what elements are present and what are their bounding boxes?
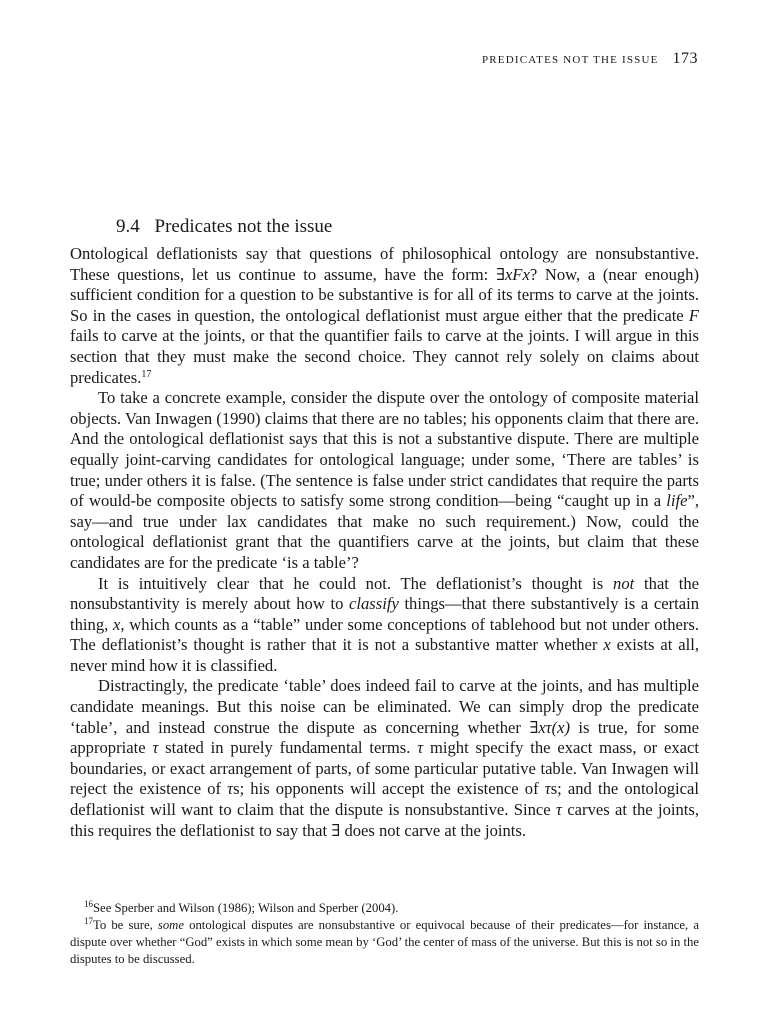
text-run: exists at all, never mind how it is classified. [70,635,700,675]
section-number: 9.4 [116,216,140,237]
emphasis: some [157,918,184,932]
page-number: 173 [672,50,698,67]
math-variable: τ [544,779,551,799]
text-run: is true, for some appropriate [70,717,699,758]
text-run: To be sure, [93,918,158,932]
running-head [482,50,698,68]
body-text [70,244,699,841]
math-variable: τ [556,800,562,820]
footnote-16 [70,900,699,917]
math-variable: τ [152,738,159,758]
text-run: It is intuitively clear that he could not. The deflationist’s thought is [98,573,614,593]
section-heading [116,216,332,238]
text-run: Distractingly, the predicate ‘table’ does indeed fail to carve at the joints, and has multiple candidate meanings. But this noise can be eliminated. We can simply drop the predicate ‘table’, and instead construe the dispute as concerning whether [70,676,699,737]
text-run: that the nonsubstantivity is merely about how to [70,573,699,614]
emphasis: not [613,573,635,593]
paragraph-2 [70,388,699,573]
footnote-number: 16 [84,899,93,909]
footnote-marker-17[interactable]: 17 [141,368,152,380]
math-variable: τ [417,738,424,758]
math-variable: τ [227,779,234,799]
section-title: Predicates not the issue [154,216,333,237]
text-run: might specify the exact mass, or exact boundaries, or exact arrangement of parts, of some particular putative table. Van Inwagen will reject the existence of [70,738,699,799]
math-variable: x [113,614,121,634]
text-run: , which counts as a “table” under some conceptions of tablehood but not under others. The deflationist’s thought is rather that it is not a substantive matter whether [70,614,699,655]
text-run: carves at the joints, this requires the deflationist to say that ∃ does not carve at the joints. [70,800,699,840]
math-variable: F [688,305,699,325]
text-run: Ontological deflationists say that questions of philosophical ontology are nonsubstantive. These questions, let us continue to assume, have the form: [70,244,699,284]
emphasis: life [666,491,688,511]
emphasis: classify [349,594,399,614]
footnote-text: See Sperber and Wilson (1986); Wilson and Sperber (2004). [93,901,399,915]
paragraph-1 [70,244,699,388]
footnotes [70,900,699,968]
text-run: things—that there substantively is a certain thing, [70,594,699,634]
math-variable: x [603,635,611,655]
math-formula: ∃xFx [495,264,530,284]
text-run: s; his opponents will accept the existence of [233,779,545,799]
paragraph-3 [70,574,699,677]
running-head-title: PREDICATES NOT THE ISSUE [481,54,659,66]
text-run: stated in purely fundamental terms. [158,738,418,758]
text-run: s; and the ontological deflationist will want to claim that the dispute is nonsubstantive. Since [70,779,700,820]
footnote-17 [70,917,699,968]
text-run: ”, say—and true under lax candidates that make no such requirement.) Now, could the ontological deflationist grant that the quantifiers carve at the joints, but claim that these candidates are for the predicate ‘is a table’? [70,491,699,572]
text-run: To take a concrete example, consider the dispute over the ontology of composite material objects. Van Inwagen (1990) claims that there are no tables; his opponents claim that there are. And the ontological deflationist says that this is not a substantive dispute. There are multiple equally joint-carving candidates for ontological language; under some, ‘There are tables’ is true; under others it is false. (The sentence is false under strict candidates that require the parts of would-be composite objects to satisfy some strong condition—being “caught up in a [70,388,699,511]
math-formula: ∃xτ(x) [529,717,571,737]
paragraph-4 [70,676,699,841]
text-run: ? Now, a (near enough) sufficient condition for a question to be substantive is for all of its terms to carve at the joints. So in the cases in question, the ontological deflationist must argue either that the predicate [70,264,699,325]
text-run: ontological disputes are nonsubstantive or equivocal because of their predicates—for instance, a dispute over whether “God” exists in which some mean by ‘God’ the center of mass of the universe. But this is not so in the disputes to be discussed. [70,918,699,966]
footnote-number: 17 [84,916,93,926]
text-run: fails to carve at the joints, or that the quantifier fails to carve at the joints. I will argue in this section that they must make the second choice. They cannot rely solely on claims about predicates. [70,326,699,387]
